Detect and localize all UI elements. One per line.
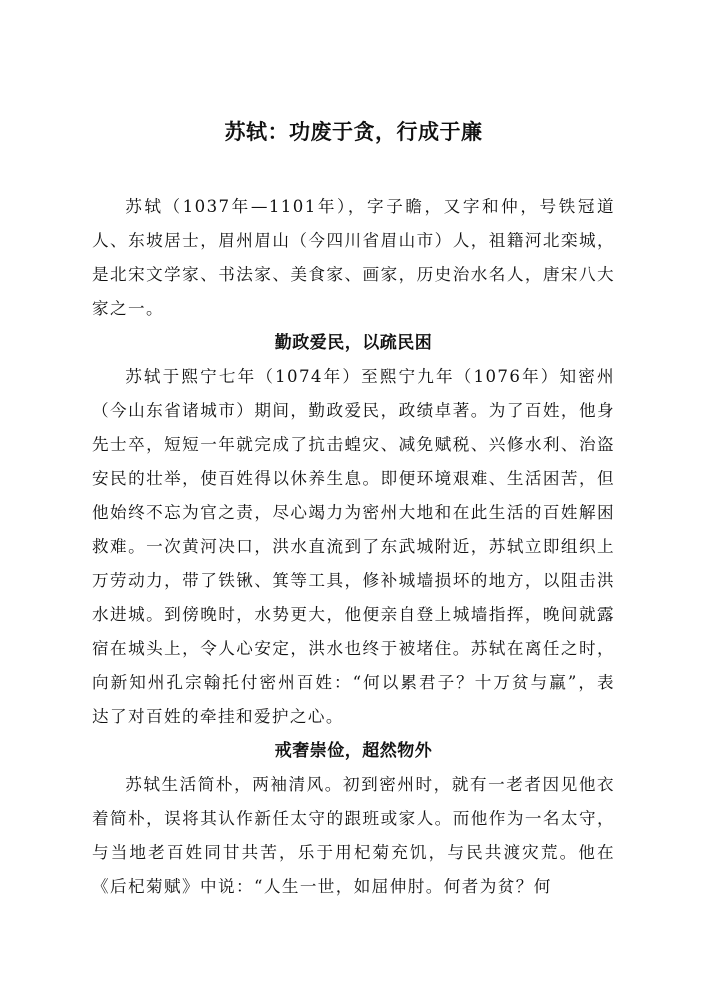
- section-heading-diligent-governance: 勤政爱民，以疏民困: [274, 333, 433, 353]
- document-page: [92, 112, 615, 904]
- section-heading-frugality: 戒奢崇俭，超然物外: [274, 741, 433, 761]
- intro-paragraph: 苏轼（1037年—1101年），字子瞻，又字和仲，号铁冠道人、东坡居士，眉州眉山（今四川省眉山市）人，祖籍河北栾城，是北宋文学家、书法家、美食家、画家，历史治水名人，唐宋八大家之一。: [92, 197, 615, 318]
- section-body-frugality: 苏轼生活简朴，两袖清风。初到密州时，就有一老者因见他衣着简朴，误将其认作新任太守的跟班或家人。而他作为一名太守，与当地老百姓同甘共苦，乐于用杞菊充饥，与民共渡灾荒。他在《后杞菊赋》中说：“人生一世，如屈伸肘。何者为贫？何: [92, 775, 615, 896]
- document-title: 苏轼：功废于贪，行成于廉: [224, 120, 483, 144]
- section-body-diligent-governance: 苏轼于熙宁七年（1074年）至熙宁九年（1076年）知密州（今山东省诸城市）期间，勤政爱民，政绩卓著。为了百姓，他身先士卒，短短一年就完成了抗击蝗灾、减免赋税、兴修水利、治盗安民的壮举，使百姓得以休养生息。即便环境艰难、生活困苦，但他始终不忘为官之责，尽心竭力为密州大地和在此生活的百姓解困救难。一次黄河决口，洪水直流到了东武城附近，苏轼立即组织上万劳动力，带了铁锹、箕等工具，修补城墙损坏的地方，以阻击洪水进城。到傍晚时，水势更大，他便亲自登上城墙指挥，晚间就露宿在城头上，令人心安定，洪水也终于被堵住。苏轼在离任之时，向新知州孔宗翰托付密州百姓：“何以累君子？十万贫与羸”，表达了对百姓的牵挂和爱护之心。: [92, 367, 615, 726]
